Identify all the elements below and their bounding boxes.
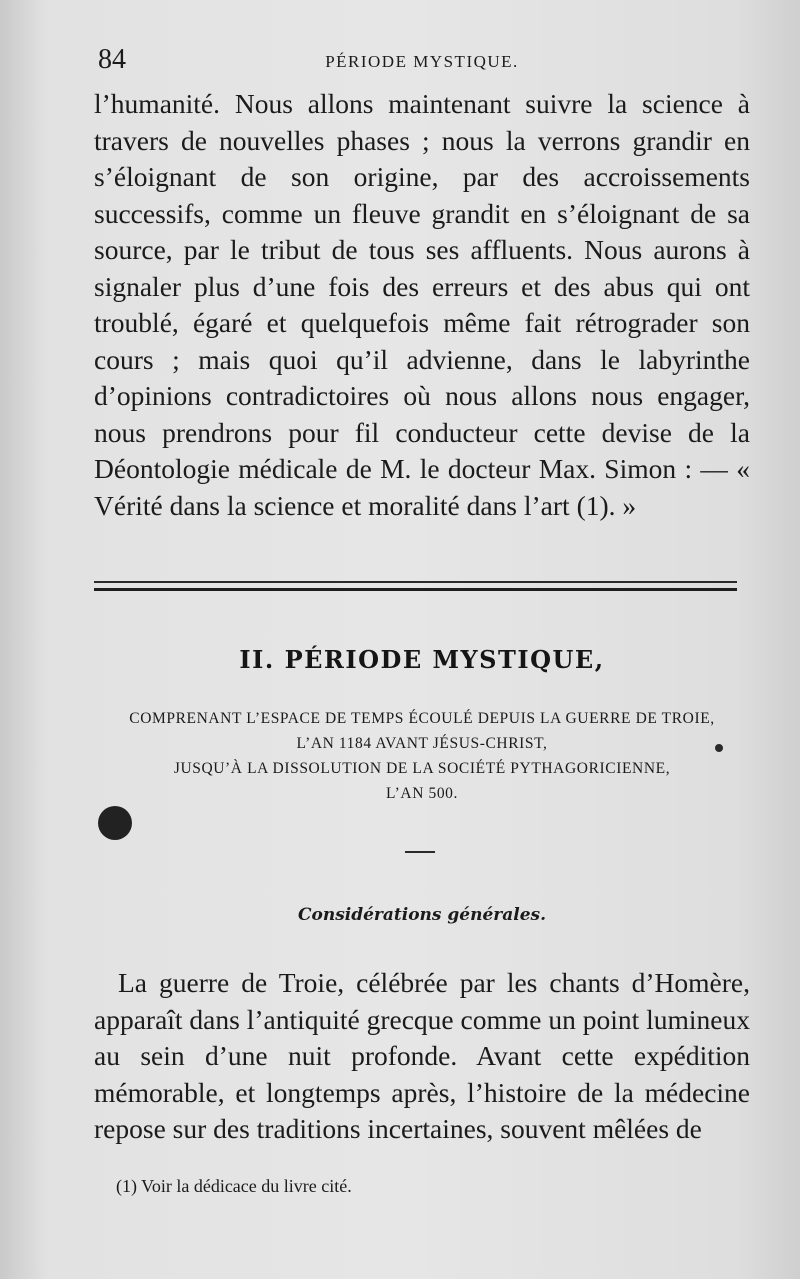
subtitle-line: L’AN 500. bbox=[386, 785, 458, 802]
running-head: PÉRIODE MYSTIQUE. bbox=[325, 52, 519, 71]
section-divider-thick bbox=[94, 588, 737, 591]
top-paragraph: l’humanité. Nous allons maintenant suivre la science à travers de nouvelles phases ; nous la verrons grandir en s’éloignant de son origine, par des accroissements successifs, comme un fleuve grandit en s’éloignant de sa source, par le tribut de tous ses affluents. Nous aurons à signaler plus d’une fois des erreurs et des abus qui ont troublé, égaré et quelquefois même fait rétrograder son cours ; mais quoi qu’il advienne, dans le labyrinthe d’opinions contradictoires où nous allons nous engager, nous prendrons pour fil conducteur cette devise de la Déontologie médicale de M. le docteur Max. Simon : — « Vérité dans la science et moralité dans l’art (1). » bbox=[94, 88, 750, 521]
footnote: (1) Voir la dédicace du livre cité. bbox=[116, 1176, 352, 1196]
ink-blot bbox=[98, 806, 132, 840]
ink-dot bbox=[715, 744, 723, 752]
section-title: II. PÉRIODE MYSTIQUE, bbox=[239, 645, 605, 674]
subtitle-line: JUSQU’À LA DISSOLUTION DE LA SOCIÉTÉ PYTHAGORICIENNE, bbox=[173, 760, 671, 777]
page-number: 84 bbox=[98, 44, 126, 75]
short-divider bbox=[405, 851, 435, 853]
top-paragraph-block bbox=[94, 86, 750, 524]
subtitle-line: COMPRENANT L’ESPACE DE TEMPS ÉCOULÉ DEPUIS LA GUERRE DE TROIE, bbox=[129, 710, 715, 727]
page-header bbox=[96, 44, 748, 84]
section-subtitle bbox=[80, 706, 764, 806]
section-divider-thin bbox=[94, 581, 737, 583]
subsection-title: Considérations générales. bbox=[297, 905, 547, 925]
bottom-paragraph-block bbox=[94, 965, 750, 1148]
subtitle-line: L’AN 1184 AVANT JÉSUS-CHRIST, bbox=[296, 735, 548, 752]
bottom-paragraph: La guerre de Troie, célébrée par les chants d’Homère, apparaît dans l’antiquité grecque comme un point lumineux au sein d’une nuit profonde. Avant cette expédition mémorable, et longtemps après, l’histoire de la médecine repose sur des traditions incertaines, souvent mêlées de bbox=[94, 967, 750, 1144]
